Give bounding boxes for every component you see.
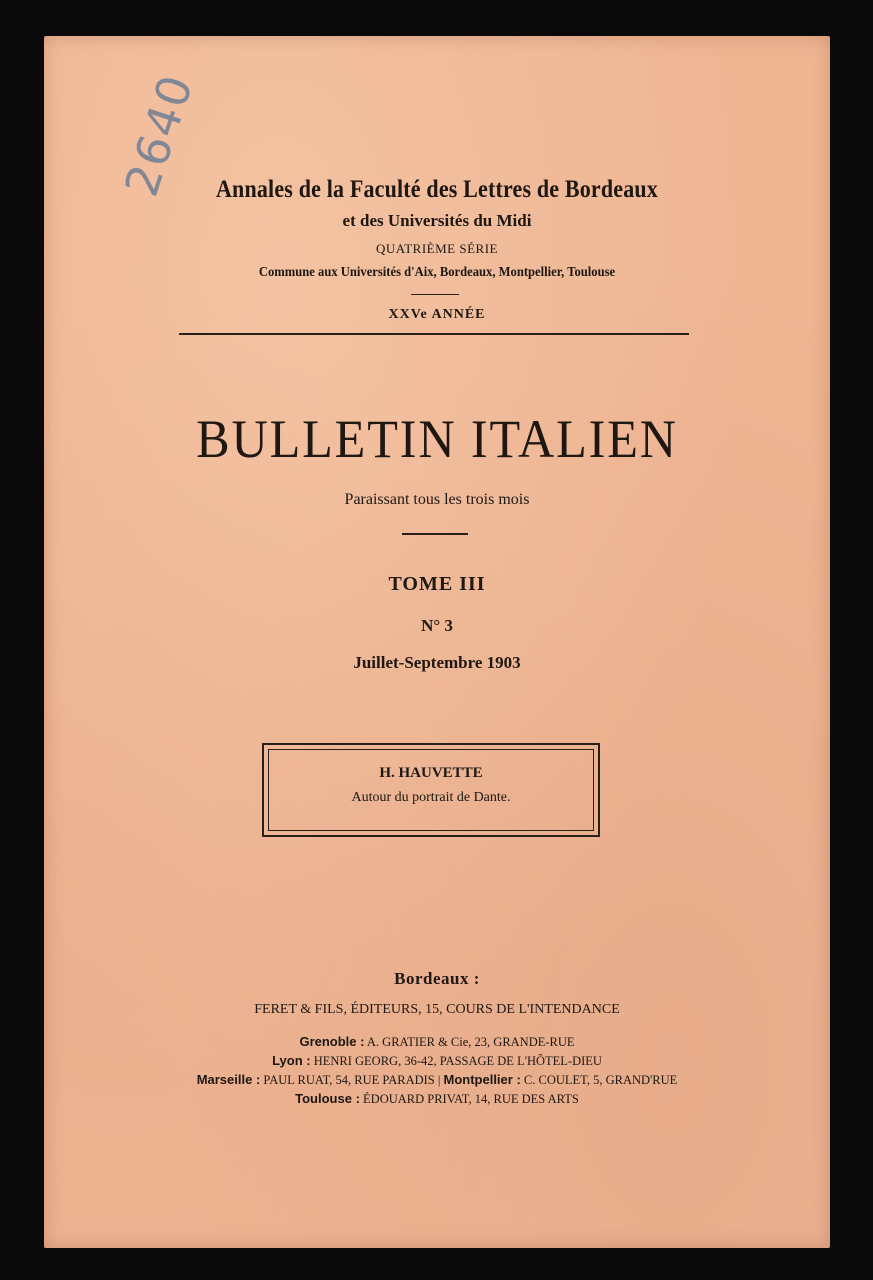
- montpellier-address: C. COULET, 5, GRAND'RUE: [523, 1073, 678, 1087]
- universities-line: Commune aux Universités d'Aix, Bordeaux, Montpellier, Toulouse: [258, 265, 616, 280]
- publisher-toulouse: [44, 1091, 830, 1107]
- grenoble-address: A. GRATIER & Cie, 23, GRANDE-RUE: [366, 1035, 575, 1049]
- divider-long: [179, 333, 689, 335]
- lyon-address: HENRI GEORG, 36-42, PASSAGE DE L'HÔTEL-DIEU: [313, 1054, 602, 1068]
- montpellier-label: Montpellier :: [443, 1072, 521, 1087]
- issue-number: N° 3: [421, 616, 453, 635]
- document-cover: [44, 36, 830, 1248]
- header-subtitle: et des Universités du Midi: [342, 211, 532, 230]
- main-title: BULLETIN ITALIEN: [196, 409, 678, 469]
- series-label: QUATRIÈME SÉRIE: [376, 241, 498, 256]
- frequency-text: Paraissant tous les trois mois: [344, 491, 530, 508]
- grenoble-label: Grenoble :: [299, 1034, 365, 1049]
- article-box: [262, 743, 600, 837]
- publisher-grenoble: [44, 1034, 830, 1050]
- article-author: H. HAUVETTE: [379, 765, 483, 781]
- toulouse-address: ÉDOUARD PRIVAT, 14, RUE DES ARTS: [363, 1092, 579, 1106]
- header-title: Annales de la Faculté des Lettres de Bordeaux: [215, 176, 658, 203]
- tome-label: TOME III: [388, 573, 486, 595]
- publisher-lyon: [44, 1053, 830, 1069]
- handwritten-catalog-number: 2640: [114, 67, 205, 203]
- publisher-main: FERET & FILS, ÉDITEURS, 15, COURS DE L'INTENDANCE: [254, 1002, 620, 1017]
- marseille-address: PAUL RUAT, 54, RUE PARADIS |: [263, 1073, 441, 1087]
- article-title: Autour du portrait de Dante.: [351, 790, 511, 805]
- publisher-marseille-montpellier: [44, 1072, 830, 1088]
- marseille-label: Marseille :: [196, 1072, 261, 1087]
- divider-center: [402, 533, 468, 535]
- divider-short: [411, 294, 459, 295]
- toulouse-label: Toulouse :: [295, 1091, 360, 1106]
- lyon-label: Lyon :: [272, 1053, 311, 1068]
- issue-period: Juillet-Septembre 1903: [353, 653, 521, 672]
- year-label: XXVe ANNÉE: [388, 307, 486, 322]
- publisher-city: Bordeaux :: [394, 969, 480, 988]
